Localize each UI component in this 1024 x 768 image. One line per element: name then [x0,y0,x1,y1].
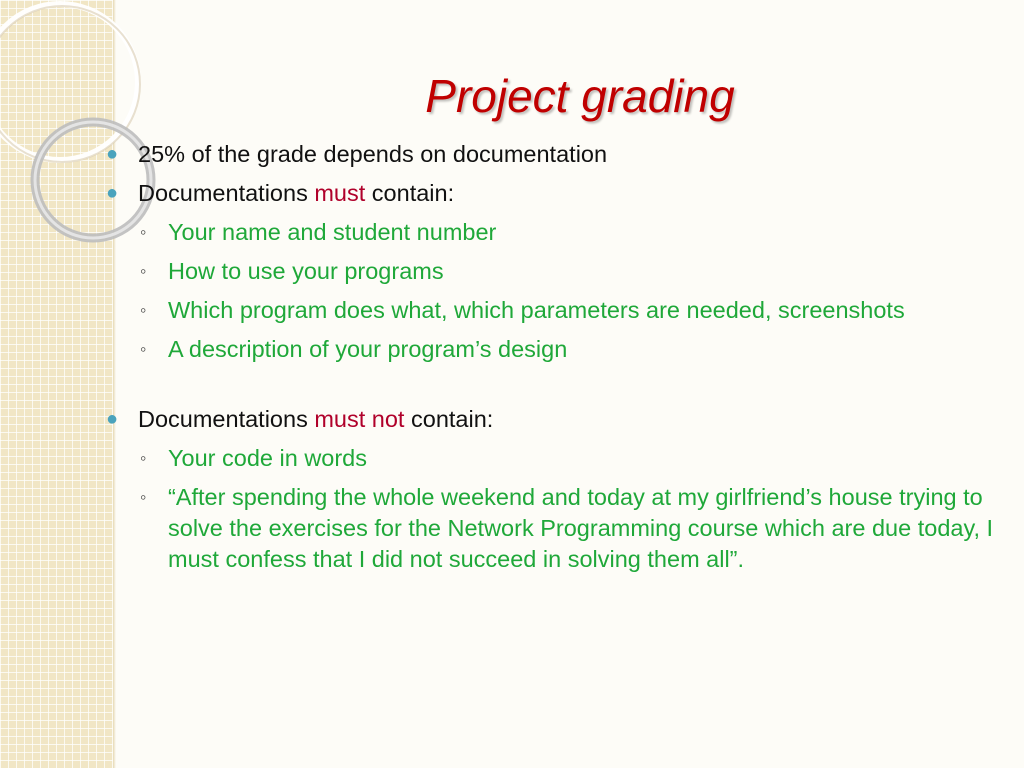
decorative-circle-large [0,4,138,160]
sub-bullet-text: How to use your programs [168,258,444,284]
sub-bullet-text: “After spending the whole weekend and today at my girlfriend’s house trying to solve the exercises for the Network Programming course which are due today, I must confess that I did not succeed in solving them all”. [168,484,994,572]
bullet-text-before: Documentations [138,180,315,206]
hollow-circle-icon: ◦ [140,448,147,468]
sub-bullet-item [102,295,1002,326]
bullet-text-before: Documentations [138,406,315,432]
sub-bullet-item [102,217,1002,248]
bullet-dot-icon: ● [106,182,119,204]
bullet-dot-icon: ● [106,143,119,165]
hollow-circle-icon: ◦ [140,261,147,281]
bullet-dot-icon: ● [106,408,119,430]
hollow-circle-icon: ◦ [140,300,147,320]
bullet-text-after: contain: [404,406,494,432]
bullet-text: 25% of the grade depends on documentation [138,141,608,167]
bullet-item [102,404,1002,435]
bullet-item [102,139,1002,170]
bullet-item [102,178,1002,209]
sub-bullet-text: Your code in words [168,445,368,471]
emphasis-text: must not [314,406,405,432]
sub-bullet-text: A description of your program’s design [168,336,568,362]
hollow-circle-icon: ◦ [140,339,147,359]
hollow-circle-icon: ◦ [140,222,147,242]
spacer [102,373,1002,404]
sub-bullet-item [102,334,1002,365]
slide-title: Project grading [425,70,735,122]
hollow-circle-icon: ◦ [140,487,147,507]
bullet-text-after: contain: [365,180,455,206]
sub-bullet-text: Your name and student number [168,219,497,245]
sub-bullet-item [102,443,1002,474]
sub-bullet-item [102,482,1002,575]
sub-bullet-text: Which program does what, which parameters are needed, screenshots [168,297,905,323]
emphasis-text: must [314,180,366,206]
sub-bullet-item [102,256,1002,287]
slide-body [102,139,1002,583]
